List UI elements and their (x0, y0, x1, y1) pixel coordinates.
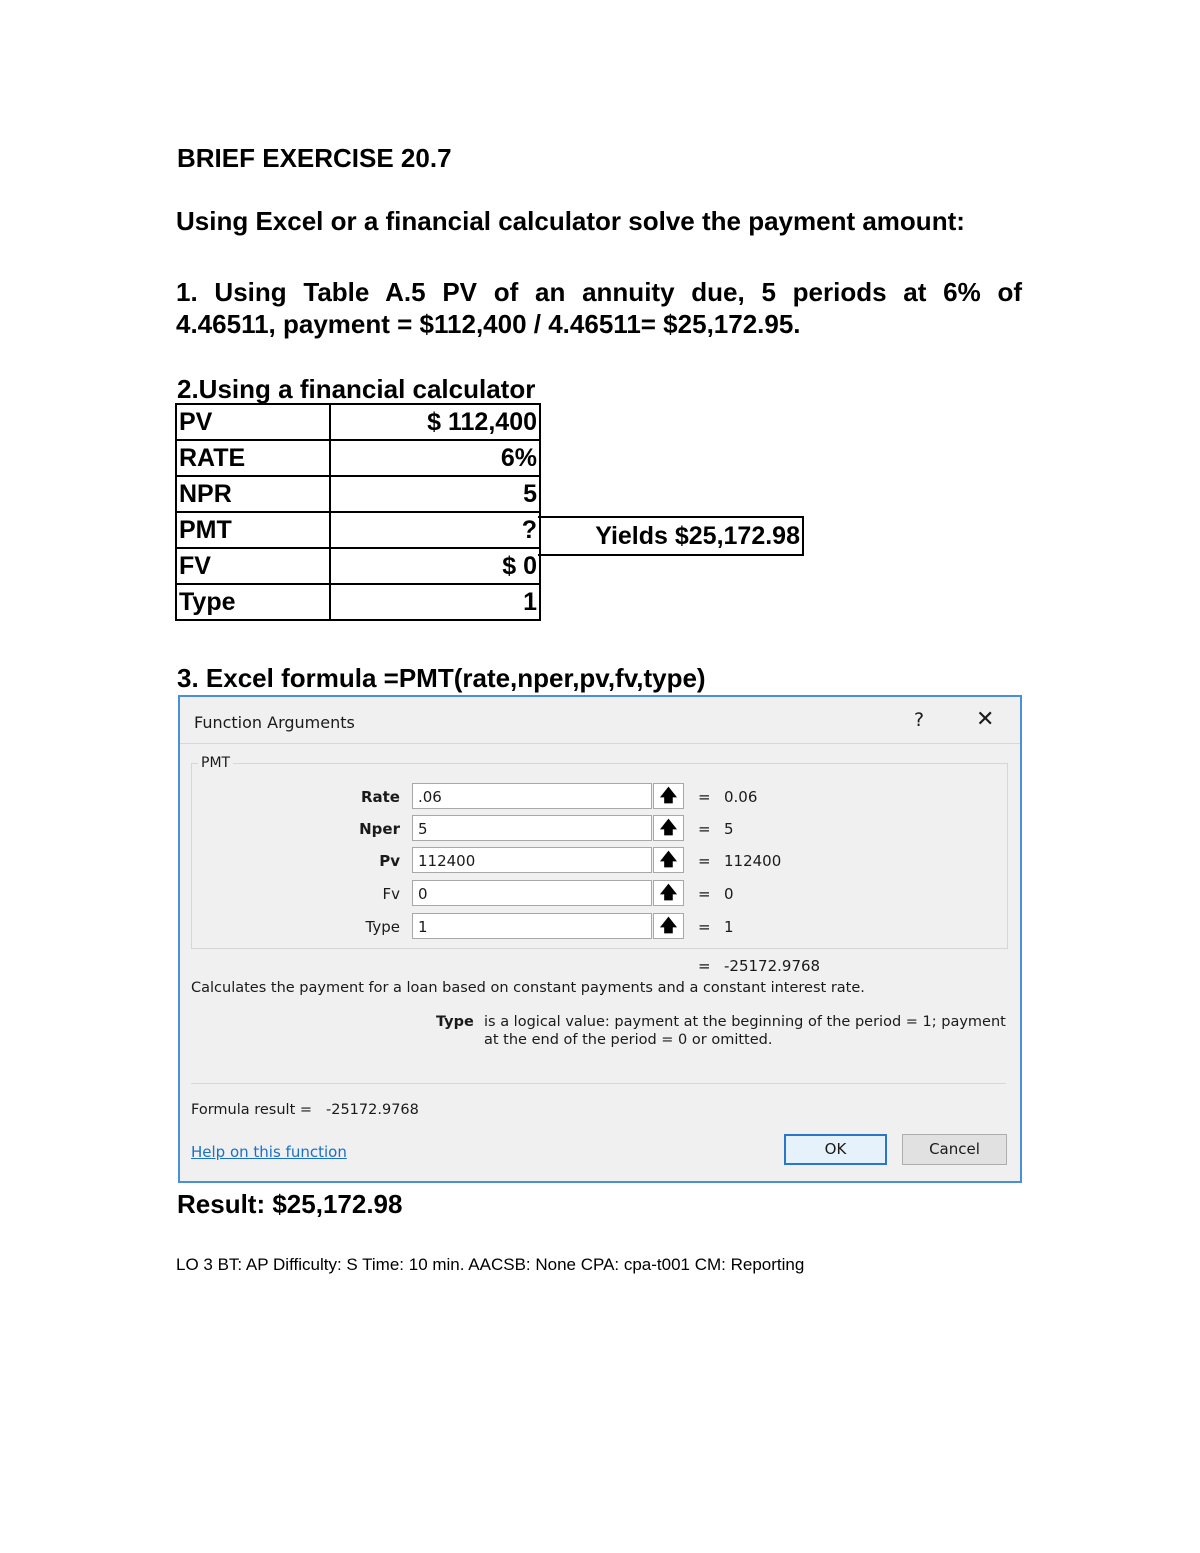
row-value: $ 112,400 (330, 404, 540, 440)
fv-label: Fv (382, 885, 400, 903)
fv-result: 0 (724, 885, 734, 903)
rate-result: 0.06 (724, 788, 758, 806)
row-key: Type (176, 584, 330, 620)
function-description: Calculates the payment for a loan based on constant payments and a constant interest rate. (191, 980, 865, 996)
row-value: ? (330, 512, 540, 548)
nper-result: 5 (724, 820, 734, 838)
ok-button[interactable]: OK (784, 1134, 887, 1165)
row-key: FV (176, 548, 330, 584)
cancel-button[interactable]: Cancel (902, 1134, 1007, 1165)
table-row (176, 548, 540, 584)
function-arguments-dialog (178, 695, 1022, 1183)
param-name: Type (436, 1014, 474, 1030)
rate-label: Rate (360, 788, 400, 806)
result-text: Result: $25,172.98 (177, 1189, 403, 1219)
step1-line2: 4.46511, payment = $112,400 / 4.46511= $25,172.95. (176, 309, 801, 339)
row-key: RATE (176, 440, 330, 476)
pv-input[interactable]: 112400 (412, 847, 652, 873)
result-divider (191, 1083, 1006, 1084)
dialog-title: Function Arguments (194, 713, 355, 732)
row-key: PV (176, 404, 330, 440)
collapse-arrow-icon[interactable]: 🡅 (653, 847, 684, 873)
help-icon[interactable]: ? (914, 709, 925, 731)
formula-result-label: Formula result = (191, 1102, 313, 1118)
help-link[interactable]: Help on this function (191, 1143, 347, 1161)
row-value: 5 (330, 476, 540, 512)
equals-sign: = (698, 918, 711, 936)
table-row (176, 476, 540, 512)
step1-paragraph (176, 276, 1022, 340)
type-input[interactable]: 1 (412, 913, 652, 939)
instruction-text: Using Excel or a financial calculator solve the payment amount: (176, 206, 965, 236)
equals-sign: = (698, 852, 711, 870)
nper-input[interactable]: 5 (412, 815, 652, 841)
equals-sign: = (698, 885, 711, 903)
collapse-arrow-icon[interactable]: 🡅 (653, 880, 684, 906)
formula-result-value: -25172.9768 (326, 1102, 419, 1118)
table-row (176, 584, 540, 620)
type-result: 1 (724, 918, 734, 936)
step2-heading: 2.Using a financial calculator (177, 374, 536, 404)
yields-cell: Yields $25,172.98 (538, 516, 804, 556)
title-divider (180, 743, 1020, 744)
step1-line1: 1. Using Table A.5 PV of an annuity due, 5 periods at 6% of (176, 277, 1022, 307)
footer-metadata: LO 3 BT: AP Difficulty: S Time: 10 min. AACSB: None CPA: cpa-t001 CM: Reporting (176, 1255, 805, 1274)
rate-input[interactable]: .06 (412, 783, 652, 809)
collapse-arrow-icon[interactable]: 🡅 (653, 913, 684, 939)
type-label: Type (365, 918, 400, 936)
row-value: 6% (330, 440, 540, 476)
exercise-title: BRIEF EXERCISE 20.7 (177, 143, 452, 173)
table-row (176, 440, 540, 476)
group-label: PMT (198, 755, 233, 771)
collapse-arrow-icon[interactable]: 🡅 (653, 815, 684, 841)
param-description-line2: at the end of the period = 0 or omitted. (484, 1032, 773, 1048)
row-key: NPR (176, 476, 330, 512)
row-value: $ 0 (330, 548, 540, 584)
pv-result: 112400 (724, 852, 782, 870)
table-row (176, 404, 540, 440)
total-result: -25172.9768 (724, 957, 821, 975)
row-key: PMT (176, 512, 330, 548)
equals-sign: = (698, 957, 711, 975)
nper-label: Nper (359, 820, 400, 838)
fv-input[interactable]: 0 (412, 880, 652, 906)
table-row (176, 512, 540, 548)
equals-sign: = (698, 820, 711, 838)
close-icon[interactable]: ✕ (976, 707, 995, 732)
calculator-table (175, 403, 541, 621)
collapse-arrow-icon[interactable]: 🡅 (653, 783, 684, 809)
row-value: 1 (330, 584, 540, 620)
param-description-line1: is a logical value: payment at the beginning of the period = 1; payment (484, 1014, 1006, 1030)
equals-sign: = (698, 788, 711, 806)
step3-heading: 3. Excel formula =PMT(rate,nper,pv,fv,type) (177, 663, 706, 693)
pv-label: Pv (379, 852, 400, 870)
